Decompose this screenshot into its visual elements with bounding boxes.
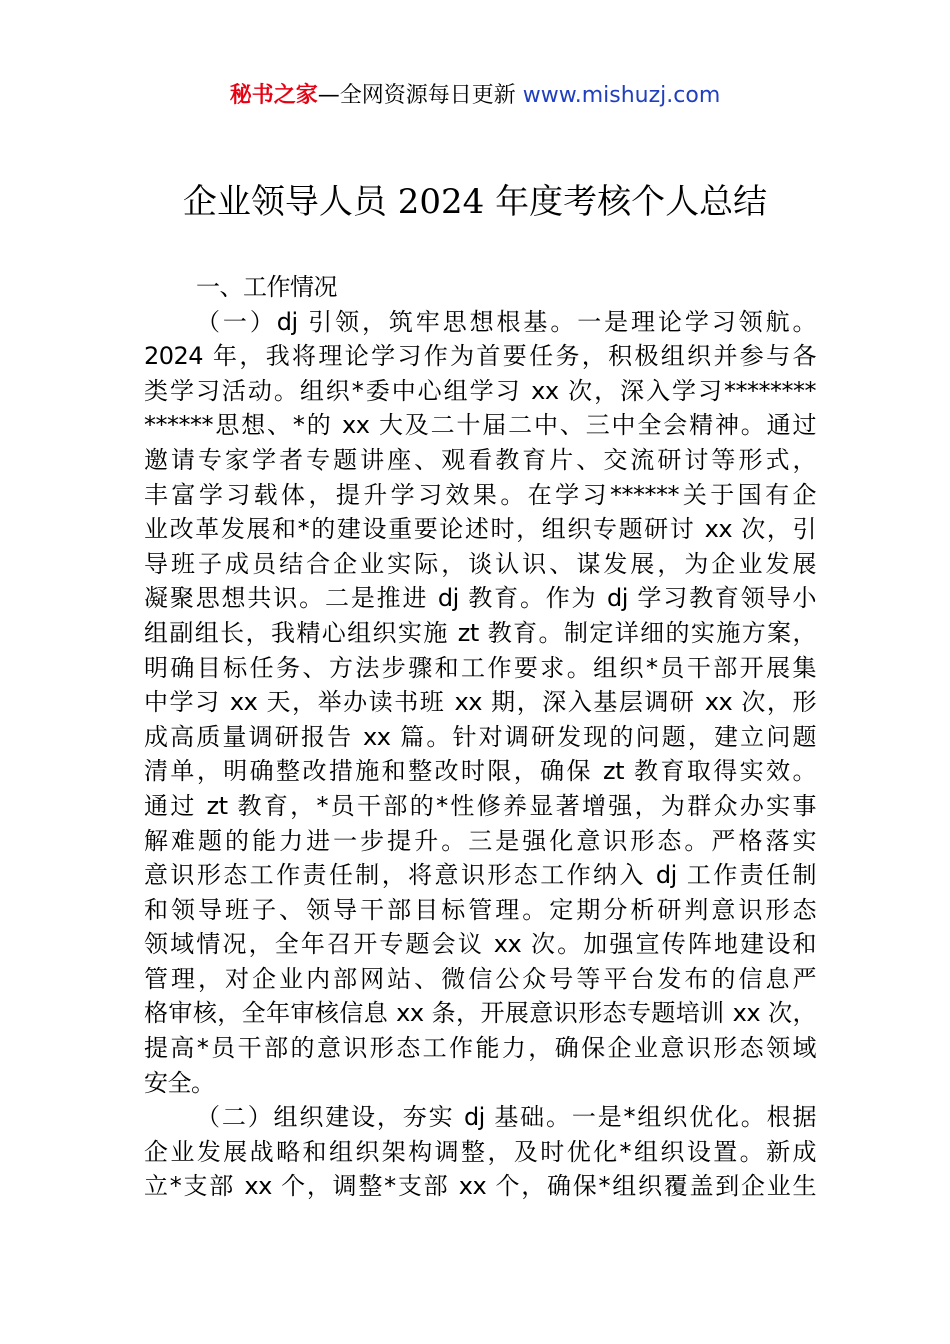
paragraph-line: 明确目标任务、方法步骤和工作要求。组织*员干部开展集 — [144, 653, 816, 682]
paragraph-line: 立*支部 xx 个，调整*支部 xx 个，确保*组织覆盖到企业生 — [144, 1172, 816, 1201]
header-tagline: —全网资源每日更新 — [317, 83, 516, 108]
paragraph-line: （一）dj 引领，筑牢思想根基。一是理论学习领航。 — [196, 307, 816, 336]
paragraph-line: 丰富学习载体，提升学习效果。在学习******关于国有企 — [144, 480, 816, 509]
paragraph-line: 管理，对企业内部网站、微信公众号等平台发布的信息严 — [144, 964, 816, 993]
paragraph-line: 中学习 xx 天，举办读书班 xx 期，深入基层调研 xx 次，形 — [144, 688, 816, 717]
document-title: 企业领导人员 2024 年度考核个人总结 — [182, 182, 768, 222]
paragraph-line: 邀请专家学者专题讲座、观看教育片、交流研讨等形式， — [144, 445, 816, 474]
paragraph-line: 和领导班子、领导干部目标管理。定期分析研判意识形态 — [144, 895, 816, 924]
paragraph-line: 领域情况，全年召开专题会议 xx 次。加强宣传阵地建设和 — [144, 930, 816, 959]
brand-name: 秘书之家 — [229, 83, 318, 108]
paragraph-line: （二）组织建设，夯实 dj 基础。一是*组织优化。根据 — [196, 1103, 816, 1132]
paragraph-line: 2024 年，我将理论学习作为首要任务，积极组织并参与各 — [144, 342, 816, 371]
paragraph-line: 成高质量调研报告 xx 篇。针对调研发现的问题，建立问题 — [144, 722, 816, 751]
paragraph-line: 格审核，全年审核信息 xx 条，开展意识形态专题培训 xx 次， — [144, 999, 816, 1028]
paragraph-line: 意识形态工作责任制，将意识形态工作纳入 dj 工作责任制 — [144, 861, 816, 890]
paragraph-line: 组副组长，我精心组织实施 zt 教育。制定详细的实施方案， — [144, 618, 816, 647]
paragraph-line: 解难题的能力进一步提升。三是强化意识形态。严格落实 — [144, 826, 816, 855]
paragraph-line: 安全。 — [144, 1068, 215, 1097]
paragraph-line: 凝聚思想共识。二是推进 dj 教育。作为 dj 学习教育领导小 — [144, 584, 816, 613]
paragraph-line: ******思想、*的 xx 大及二十届二中、三中全会精神。通过 — [144, 411, 816, 440]
paragraph-line: 企业发展战略和组织架构调整，及时优化*组织设置。新成 — [144, 1137, 816, 1166]
paragraph-line: 提高*员干部的意识形态工作能力，确保企业意识形态领域 — [144, 1034, 816, 1063]
document-body — [144, 270, 816, 1204]
section-heading: 一、工作情况 — [196, 273, 337, 301]
paragraph-line: 类学习活动。组织*委中心组学习 xx 次，深入学习******** — [144, 376, 816, 405]
site-header — [0, 80, 950, 112]
paragraph-line: 清单，明确整改措施和整改时限，确保 zt 教育取得实效。 — [144, 757, 816, 786]
site-url-link[interactable]: www.mishuzj.com — [522, 83, 721, 108]
paragraph-line: 通过 zt 教育，*员干部的*性修养显著增强，为群众办实事 — [144, 791, 816, 820]
paragraph-line: 导班子成员结合企业实际，谈认识、谋发展，为企业发展 — [144, 549, 816, 578]
paragraph-line: 业改革发展和*的建设重要论述时，组织专题研讨 xx 次，引 — [144, 515, 816, 544]
